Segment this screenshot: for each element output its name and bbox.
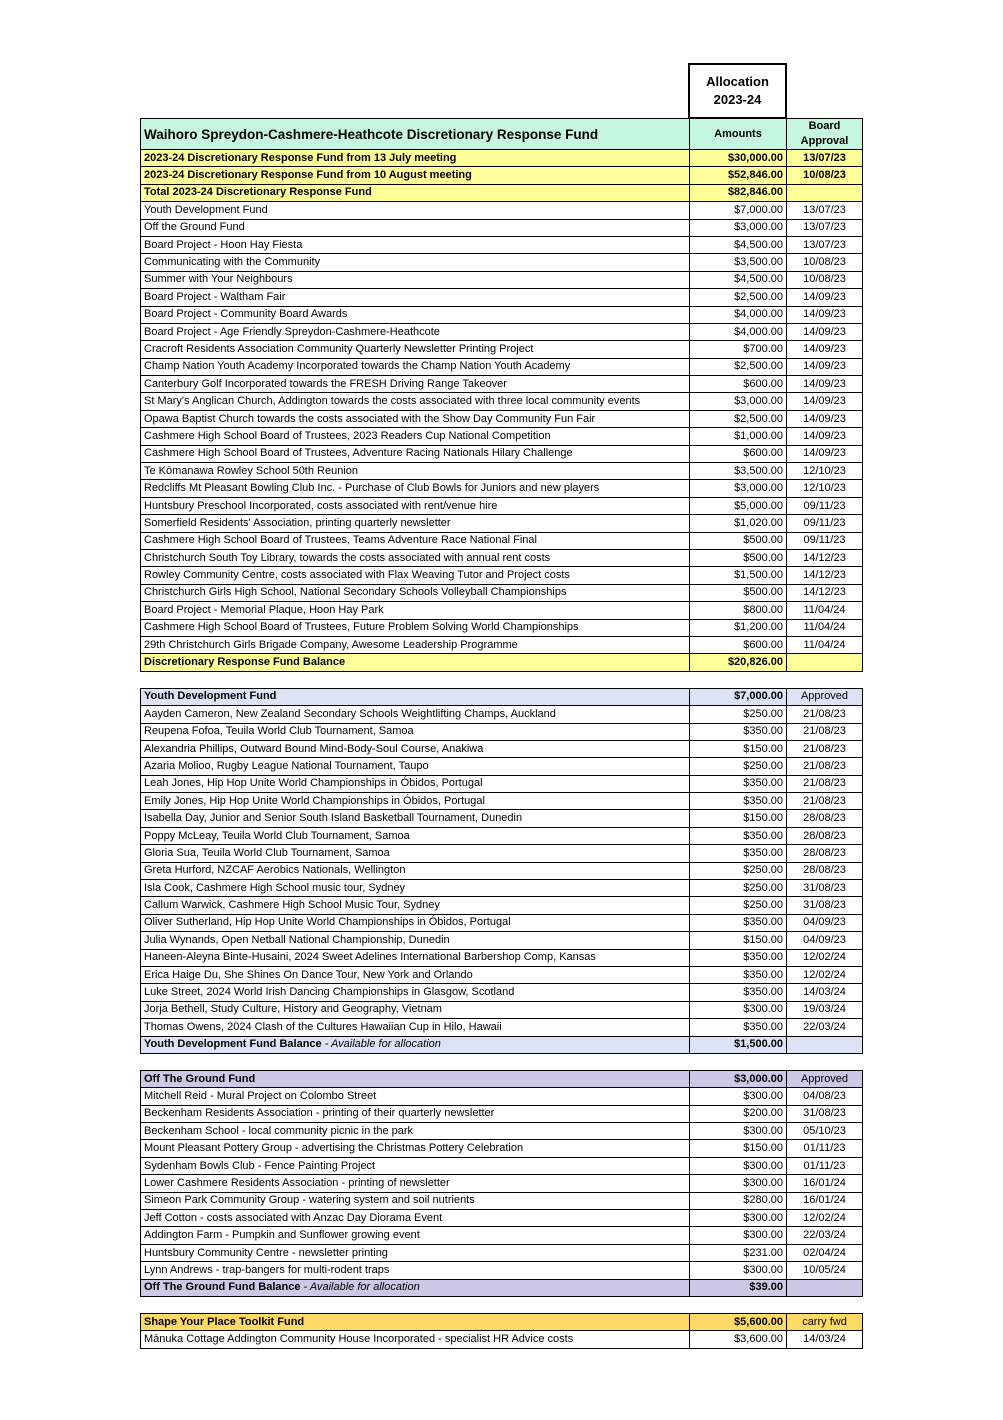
row-amount: $300.00 <box>690 1123 787 1140</box>
funding-sheet <box>140 63 862 1349</box>
row-amount: $1,500.00 <box>690 567 787 584</box>
row-amount: $300.00 <box>690 1157 787 1174</box>
otg-amount: $3,000.00 <box>690 1070 787 1087</box>
row-label: Julia Wynands, Open Netball National Championship, Dunedin <box>141 932 690 949</box>
row-date: 14/09/23 <box>787 376 863 393</box>
row-label: Lower Cashmere Residents Association - printing of newsletter <box>141 1175 690 1192</box>
table-row <box>141 289 863 306</box>
row-label: 2023-24 Discretionary Response Fund from 13 July meeting <box>141 150 690 167</box>
row-label: Cashmere High School Board of Trustees, Adventure Racing Nationals Hilary Challenge <box>141 445 690 462</box>
row-amount: $350.00 <box>690 949 787 966</box>
row-amount: $150.00 <box>690 740 787 757</box>
table-row <box>141 862 863 879</box>
row-date: 11/04/24 <box>787 602 863 619</box>
row-amount: $3,000.00 <box>690 480 787 497</box>
table-row <box>141 1105 863 1122</box>
row-date: 14/09/23 <box>787 393 863 410</box>
row-label: Te Kōmanawa Rowley School 50th Reunion <box>141 463 690 480</box>
table-row <box>141 706 863 723</box>
row-label: Jeff Cotton - costs associated with Anzac Day Diorama Event <box>141 1210 690 1227</box>
table-row <box>141 810 863 827</box>
row-label: Lynn Andrews - trap-bangers for multi-rodent traps <box>141 1262 690 1279</box>
row-amount: $300.00 <box>690 1210 787 1227</box>
row-amount: $2,500.00 <box>690 289 787 306</box>
row-label: Poppy McLeay, Teuila World Club Tournament, Samoa <box>141 827 690 844</box>
balance-amount: $39.00 <box>690 1279 787 1296</box>
table-row <box>141 793 863 810</box>
row-date: 09/11/23 <box>787 497 863 514</box>
row-amount: $500.00 <box>690 549 787 566</box>
table-row <box>141 393 863 410</box>
row-date: 12/02/24 <box>787 1210 863 1227</box>
row-date <box>787 654 863 671</box>
row-label: Board Project - Age Friendly Spreydon-Cashmere-Heathcote <box>141 323 690 340</box>
row-label: Callum Warwick, Cashmere High School Music Tour, Sydney <box>141 897 690 914</box>
row-amount: $52,846.00 <box>690 167 787 184</box>
row-label: Thomas Owens, 2024 Clash of the Cultures Hawaiian Cup in Hilo, Hawaii <box>141 1019 690 1036</box>
row-date: 14/09/23 <box>787 358 863 375</box>
table-row <box>141 532 863 549</box>
table-row <box>141 619 863 636</box>
table-row <box>141 914 863 931</box>
row-date: 09/11/23 <box>787 515 863 532</box>
row-label: Communicating with the Community <box>141 254 690 271</box>
ydf-amount: $7,000.00 <box>690 688 787 705</box>
row-label: Cashmere High School Board of Trustees, Teams Adventure Race National Final <box>141 532 690 549</box>
table-row <box>141 480 863 497</box>
row-date: 04/09/23 <box>787 914 863 931</box>
row-amount: $250.00 <box>690 862 787 879</box>
row-date: 14/09/23 <box>787 428 863 445</box>
row-date: 28/08/23 <box>787 845 863 862</box>
row-amount: $250.00 <box>690 758 787 775</box>
table-row <box>141 358 863 375</box>
row-label: Board Project - Community Board Awards <box>141 306 690 323</box>
row-amount: $7,000.00 <box>690 202 787 219</box>
table-row <box>141 1210 863 1227</box>
row-amount: $250.00 <box>690 897 787 914</box>
table-row <box>141 897 863 914</box>
table-row <box>141 219 863 236</box>
row-date: 12/10/23 <box>787 463 863 480</box>
allocation-header: Allocation 2023-24 <box>689 64 786 118</box>
table-row <box>141 428 863 445</box>
row-date: 11/04/24 <box>787 636 863 653</box>
row-amount: $150.00 <box>690 1140 787 1157</box>
table-row <box>141 515 863 532</box>
row-label: Greta Hurford, NZCAF Aerobics Nationals, Wellington <box>141 862 690 879</box>
syp-table <box>140 1313 863 1349</box>
row-amount: $600.00 <box>690 376 787 393</box>
row-date: 12/10/23 <box>787 480 863 497</box>
table-row <box>141 636 863 653</box>
table-row <box>141 880 863 897</box>
table-row <box>141 1140 863 1157</box>
row-label: Champ Nation Youth Academy Incorporated towards the Champ Nation Youth Academy <box>141 358 690 375</box>
row-date: 11/04/24 <box>787 619 863 636</box>
row-label: Board Project - Waltham Fair <box>141 289 690 306</box>
row-amount: $600.00 <box>690 636 787 653</box>
table-row <box>141 827 863 844</box>
allocation-header-table <box>140 63 862 118</box>
row-label: Canterbury Golf Incorporated towards the FRESH Driving Range Takeover <box>141 376 690 393</box>
table-row <box>141 463 863 480</box>
row-amount: $250.00 <box>690 706 787 723</box>
otg-status: Approved <box>787 1070 863 1087</box>
row-date: 22/03/24 <box>787 1019 863 1036</box>
row-date: 19/03/24 <box>787 1001 863 1018</box>
row-date: 14/03/24 <box>787 1331 863 1348</box>
table-row <box>141 845 863 862</box>
row-date: 13/07/23 <box>787 219 863 236</box>
row-date: 12/02/24 <box>787 949 863 966</box>
row-label: Beckenham School - local community picnic in the park <box>141 1123 690 1140</box>
row-amount: $1,200.00 <box>690 619 787 636</box>
row-label: 2023-24 Discretionary Response Fund from 10 August meeting <box>141 167 690 184</box>
row-label: Rowley Community Centre, costs associated with Flax Weaving Tutor and Project costs <box>141 567 690 584</box>
row-amount: $600.00 <box>690 445 787 462</box>
table-row <box>141 602 863 619</box>
row-label: Simeon Park Community Group - watering system and soil nutrients <box>141 1192 690 1209</box>
row-amount: $700.00 <box>690 341 787 358</box>
table-row <box>141 723 863 740</box>
table-row <box>141 932 863 949</box>
row-date: 21/08/23 <box>787 723 863 740</box>
row-date: 21/08/23 <box>787 793 863 810</box>
row-date: 14/12/23 <box>787 584 863 601</box>
table-row <box>141 984 863 1001</box>
row-amount: $150.00 <box>690 810 787 827</box>
syp-title: Shape Your Place Toolkit Fund <box>141 1314 690 1331</box>
row-amount: $800.00 <box>690 602 787 619</box>
row-date: 14/12/23 <box>787 549 863 566</box>
table-row <box>141 341 863 358</box>
balance-note: - Available for allocation <box>321 1038 441 1051</box>
table-row <box>141 376 863 393</box>
row-date: 01/11/23 <box>787 1157 863 1174</box>
board-approval-header: Board Approval <box>787 119 863 150</box>
balance-date <box>787 1036 863 1053</box>
balance-row <box>141 1279 863 1296</box>
row-label: Sydenham Bowls Club - Fence Painting Project <box>141 1157 690 1174</box>
table-row <box>141 1192 863 1209</box>
row-label: Reupena Fofoa, Teuila World Club Tournament, Samoa <box>141 723 690 740</box>
table-row <box>141 410 863 427</box>
balance-label-text: Off The Ground Fund Balance <box>144 1281 301 1294</box>
table-row <box>141 740 863 757</box>
balance-label <box>141 1036 690 1053</box>
row-label: Discretionary Response Fund Balance <box>141 654 690 671</box>
row-label: Erica Haige Du, She Shines On Dance Tour, New York and Orlando <box>141 966 690 983</box>
row-amount: $4,000.00 <box>690 306 787 323</box>
row-label: Leah Jones, Hip Hop Unite World Championships in Óbidos, Portugal <box>141 775 690 792</box>
row-label: Cashmere High School Board of Trustees, 2023 Readers Cup National Competition <box>141 428 690 445</box>
row-amount: $3,000.00 <box>690 219 787 236</box>
row-amount: $3,600.00 <box>690 1331 787 1348</box>
row-label: Alexandria Phillips, Outward Bound Mind-Body-Soul Course, Anakiwa <box>141 740 690 757</box>
balance-label-text: Youth Development Fund Balance <box>144 1038 322 1051</box>
table-row <box>141 1088 863 1105</box>
row-date: 21/08/23 <box>787 740 863 757</box>
balance-note: - Available for allocation <box>300 1281 420 1294</box>
row-label: Redcliffs Mt Pleasant Bowling Club Inc. - Purchase of Club Bowls for Juniors and new players <box>141 480 690 497</box>
row-date: 10/08/23 <box>787 254 863 271</box>
row-date: 28/08/23 <box>787 862 863 879</box>
table-row <box>141 497 863 514</box>
row-amount: $350.00 <box>690 966 787 983</box>
row-label: Oliver Sutherland, Hip Hop Unite World Championships in Óbidos, Portugal <box>141 914 690 931</box>
summary-row <box>141 150 863 167</box>
row-date: 13/07/23 <box>787 236 863 253</box>
drf-table <box>140 118 863 672</box>
row-amount: $4,500.00 <box>690 271 787 288</box>
row-label: Jorja Bethell, Study Culture, History and Geography, Vietnam <box>141 1001 690 1018</box>
row-date: 10/05/24 <box>787 1262 863 1279</box>
row-amount: $4,000.00 <box>690 323 787 340</box>
table-row <box>141 1157 863 1174</box>
row-amount: $350.00 <box>690 984 787 1001</box>
table-row <box>141 758 863 775</box>
table-row <box>141 1244 863 1261</box>
table-row <box>141 202 863 219</box>
ydf-status: Approved <box>787 688 863 705</box>
row-date: 04/09/23 <box>787 932 863 949</box>
row-label: Addington Farm - Pumpkin and Sunflower growing event <box>141 1227 690 1244</box>
row-date <box>787 184 863 201</box>
row-date: 21/08/23 <box>787 706 863 723</box>
amounts-header: Amounts <box>690 119 787 150</box>
drf-title: Waihoro Spreydon-Cashmere-Heathcote Discretionary Response Fund <box>141 119 690 150</box>
row-amount: $4,500.00 <box>690 236 787 253</box>
row-date: 14/09/23 <box>787 445 863 462</box>
row-amount: $231.00 <box>690 1244 787 1261</box>
row-date: 10/08/23 <box>787 271 863 288</box>
row-label: Opawa Baptist Church towards the costs associated with the Show Day Community Fun Fair <box>141 410 690 427</box>
table-row <box>141 271 863 288</box>
ydf-table <box>140 688 863 1054</box>
row-date: 16/01/24 <box>787 1192 863 1209</box>
row-date: 13/07/23 <box>787 202 863 219</box>
row-amount: $150.00 <box>690 932 787 949</box>
row-amount: $500.00 <box>690 532 787 549</box>
row-date: 14/09/23 <box>787 289 863 306</box>
balance-amount: $1,500.00 <box>690 1036 787 1053</box>
row-amount: $350.00 <box>690 1019 787 1036</box>
row-date: 14/12/23 <box>787 567 863 584</box>
row-label: Summer with Your Neighbours <box>141 271 690 288</box>
row-date: 14/09/23 <box>787 341 863 358</box>
otg-table <box>140 1070 863 1297</box>
table-row <box>141 323 863 340</box>
summary-row <box>141 167 863 184</box>
row-amount: $200.00 <box>690 1105 787 1122</box>
table-row <box>141 949 863 966</box>
row-amount: $2,500.00 <box>690 358 787 375</box>
row-amount: $300.00 <box>690 1088 787 1105</box>
table-row <box>141 567 863 584</box>
row-amount: $20,826.00 <box>690 654 787 671</box>
table-row <box>141 966 863 983</box>
row-amount: $250.00 <box>690 880 787 897</box>
row-label: Board Project - Memorial Plaque, Hoon Hay Park <box>141 602 690 619</box>
balance-label <box>141 1279 690 1296</box>
balance-row <box>141 654 863 671</box>
row-label: Huntsbury Preschool Incorporated, costs associated with rent/venue hire <box>141 497 690 514</box>
row-label: Christchurch South Toy Library, towards the costs associated with annual rent costs <box>141 549 690 566</box>
row-amount: $1,020.00 <box>690 515 787 532</box>
row-label: Isabella Day, Junior and Senior South Island Basketball Tournament, Dunedin <box>141 810 690 827</box>
row-amount: $280.00 <box>690 1192 787 1209</box>
row-amount: $82,846.00 <box>690 184 787 201</box>
row-label: Total 2023-24 Discretionary Response Fund <box>141 184 690 201</box>
table-row <box>141 236 863 253</box>
row-date: 14/09/23 <box>787 323 863 340</box>
syp-amount: $5,600.00 <box>690 1314 787 1331</box>
balance-date <box>787 1279 863 1296</box>
summary-row <box>141 184 863 201</box>
row-date: 05/10/23 <box>787 1123 863 1140</box>
row-amount: $300.00 <box>690 1227 787 1244</box>
row-date: 21/08/23 <box>787 775 863 792</box>
table-row <box>141 1175 863 1192</box>
row-date: 02/04/24 <box>787 1244 863 1261</box>
otg-title: Off The Ground Fund <box>141 1070 690 1087</box>
table-row <box>141 1123 863 1140</box>
row-amount: $350.00 <box>690 723 787 740</box>
row-date: 21/08/23 <box>787 758 863 775</box>
table-row <box>141 1227 863 1244</box>
row-label: Youth Development Fund <box>141 202 690 219</box>
table-row <box>141 445 863 462</box>
row-date: 31/08/23 <box>787 880 863 897</box>
row-date: 04/08/23 <box>787 1088 863 1105</box>
table-row <box>141 1019 863 1036</box>
row-label: Cashmere High School Board of Trustees, Future Problem Solving World Championships <box>141 619 690 636</box>
row-label: Mitchell Reid - Mural Project on Colombo Street <box>141 1088 690 1105</box>
syp-status: carry fwd <box>787 1314 863 1331</box>
row-amount: $3,000.00 <box>690 393 787 410</box>
row-amount: $2,500.00 <box>690 410 787 427</box>
table-row <box>141 1262 863 1279</box>
row-amount: $3,500.00 <box>690 463 787 480</box>
row-date: 01/11/23 <box>787 1140 863 1157</box>
row-amount: $30,000.00 <box>690 150 787 167</box>
row-amount: $350.00 <box>690 793 787 810</box>
row-date: 31/08/23 <box>787 1105 863 1122</box>
row-date: 14/03/24 <box>787 984 863 1001</box>
row-label: 29th Christchurch Girls Brigade Company, Awesome Leadership Programme <box>141 636 690 653</box>
row-amount: $300.00 <box>690 1262 787 1279</box>
row-date: 10/08/23 <box>787 167 863 184</box>
row-label: Luke Street, 2024 World Irish Dancing Championships in Glasgow, Scotland <box>141 984 690 1001</box>
row-date: 12/02/24 <box>787 966 863 983</box>
row-label: Haneen-Aleyna Binte-Husaini, 2024 Sweet Adelines International Barbershop Comp, Kansas <box>141 949 690 966</box>
table-row <box>141 306 863 323</box>
row-label: Beckenham Residents Association - printing of their quarterly newsletter <box>141 1105 690 1122</box>
row-amount: $350.00 <box>690 914 787 931</box>
table-row <box>141 584 863 601</box>
row-label: Emily Jones, Hip Hop Unite World Championships in Óbidos, Portugal <box>141 793 690 810</box>
row-label: Huntsbury Community Centre - newsletter printing <box>141 1244 690 1261</box>
table-row <box>141 1331 863 1348</box>
row-amount: $350.00 <box>690 827 787 844</box>
row-date: 16/01/24 <box>787 1175 863 1192</box>
row-amount: $350.00 <box>690 775 787 792</box>
row-label: Christchurch Girls High School, National Secondary Schools Volleyball Championships <box>141 584 690 601</box>
row-amount: $5,000.00 <box>690 497 787 514</box>
row-label: Aayden Cameron, New Zealand Secondary Schools Weightlifting Champs, Auckland <box>141 706 690 723</box>
row-label: Gloria Sua, Teuila World Club Tournament, Samoa <box>141 845 690 862</box>
table-row <box>141 549 863 566</box>
row-date: 13/07/23 <box>787 150 863 167</box>
row-amount: $300.00 <box>690 1175 787 1192</box>
row-label: Board Project - Hoon Hay Fiesta <box>141 236 690 253</box>
row-label: Isla Cook, Cashmere High School music tour, Sydney <box>141 880 690 897</box>
row-amount: $1,000.00 <box>690 428 787 445</box>
row-date: 28/08/23 <box>787 827 863 844</box>
row-date: 09/11/23 <box>787 532 863 549</box>
row-amount: $500.00 <box>690 584 787 601</box>
row-date: 31/08/23 <box>787 897 863 914</box>
row-label: St Mary's Anglican Church, Addington towards the costs associated with three local community events <box>141 393 690 410</box>
table-row <box>141 775 863 792</box>
row-amount: $3,500.00 <box>690 254 787 271</box>
balance-row <box>141 1036 863 1053</box>
row-label: Off the Ground Fund <box>141 219 690 236</box>
row-label: Mānuka Cottage Addington Community House Incorporated - specialist HR Advice costs <box>141 1331 690 1348</box>
table-row <box>141 254 863 271</box>
table-row <box>141 1001 863 1018</box>
row-amount: $350.00 <box>690 845 787 862</box>
row-date: 14/09/23 <box>787 306 863 323</box>
row-amount: $300.00 <box>690 1001 787 1018</box>
row-label: Somerfield Residents' Association, printing quarterly newsletter <box>141 515 690 532</box>
row-date: 22/03/24 <box>787 1227 863 1244</box>
row-label: Cracroft Residents Association Community Quarterly Newsletter Printing Project <box>141 341 690 358</box>
row-label: Mount Pleasant Pottery Group - advertising the Christmas Pottery Celebration <box>141 1140 690 1157</box>
row-date: 28/08/23 <box>787 810 863 827</box>
row-label: Azaria Molioo, Rugby League National Tournament, Taupo <box>141 758 690 775</box>
row-date: 14/09/23 <box>787 410 863 427</box>
ydf-title: Youth Development Fund <box>141 688 690 705</box>
